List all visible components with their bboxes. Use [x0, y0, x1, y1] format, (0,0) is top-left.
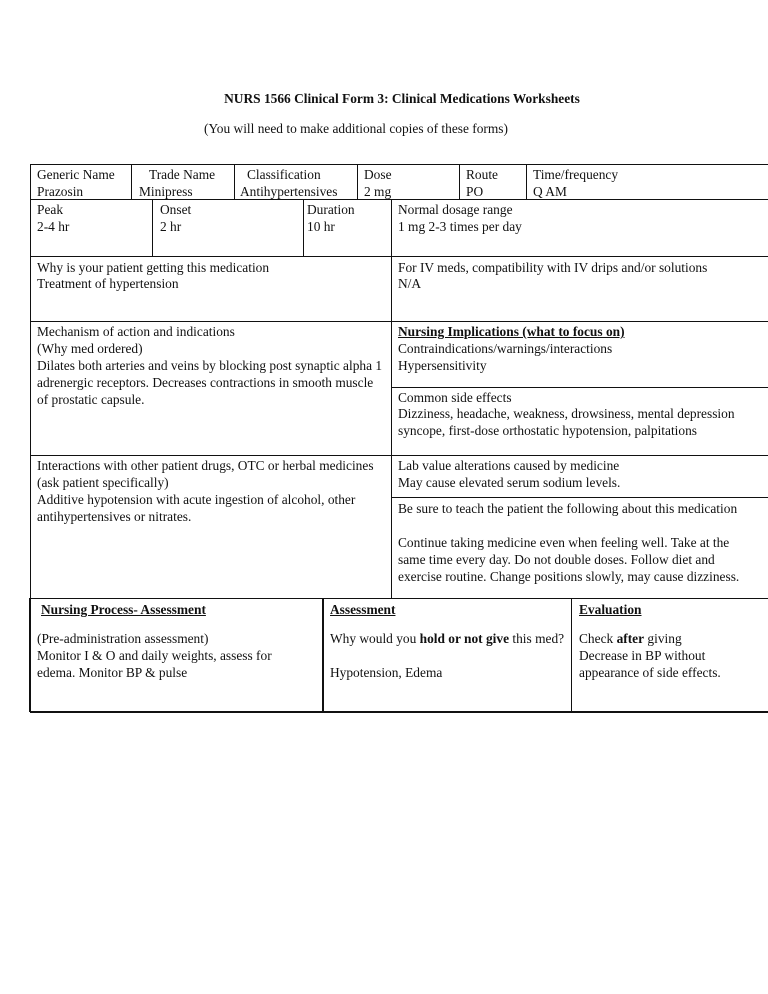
why-medication-value: Treatment of hypertension	[37, 276, 179, 291]
onset-value: 2 hr	[160, 219, 182, 234]
duration-value: 10 hr	[307, 219, 335, 234]
duration-label: Duration	[307, 202, 355, 217]
classification-value: Antihypertensives	[240, 184, 338, 199]
iv-compatibility-label: For IV meds, compatibility with IV drips and/or solutions	[398, 260, 708, 275]
generic-name-value: Prazosin	[37, 184, 84, 199]
time-frequency-label: Time/frequency	[533, 167, 619, 182]
page-title: NURS 1566 Clinical Form 3: Clinical Medications Worksheets	[224, 91, 580, 106]
interactions-text: Additive hypotension with acute ingestion of alcohol, other antihypertensives or nitrates.	[37, 492, 356, 524]
mechanism-label: Mechanism of action and indications	[37, 324, 235, 339]
teach-label: Be sure to teach the patient the following about this medication	[398, 501, 738, 516]
dose-label: Dose	[364, 167, 392, 182]
time-frequency-value: Q AM	[533, 184, 567, 199]
route-value: PO	[466, 184, 484, 199]
evaluation-text: Decrease in BP without appearance of side effects.	[579, 648, 721, 680]
peak-label: Peak	[37, 202, 64, 217]
assessment-question: Why would you hold or not give this med?	[330, 631, 565, 646]
route-label: Route	[466, 167, 498, 182]
onset-label: Onset	[160, 202, 192, 217]
nursing-implications-label: Nursing Implications (what to focus on)	[398, 324, 625, 339]
nursing-process-text: Monitor I & O and daily weights, assess for edema. Monitor BP & pulse	[37, 648, 272, 680]
mechanism-text: Dilates both arteries and veins by blocking post synaptic alpha 1 adrenergic receptors. Decreases contractions in smooth muscle of prostatic capsule.	[37, 358, 383, 407]
trade-name-value: Minipress	[139, 184, 193, 199]
contraindications-value: Hypersensitivity	[398, 358, 487, 373]
page-subtitle: (You will need to make additional copies of these forms)	[204, 121, 508, 136]
assessment-label: Assessment	[330, 602, 396, 617]
interactions-label: Interactions with other patient drugs, OTC or herbal medicines (ask patient specifically)	[37, 458, 374, 490]
side-effects-label: Common side effects	[398, 390, 512, 405]
mechanism-sublabel: (Why med ordered)	[37, 341, 143, 356]
assessment-answer: Hypotension, Edema	[330, 665, 443, 680]
peak-value: 2-4 hr	[37, 219, 70, 234]
side-effects-value: Dizziness, headache, weakness, drowsiness, mental depression syncope, first-dose orthostatic hypotension, palpitations	[398, 406, 735, 438]
evaluation-check: Check after giving	[579, 631, 682, 646]
trade-name-label: Trade Name	[149, 167, 216, 182]
teach-text: Continue taking medicine even when feeling well. Take at the same time every day. Do not double doses. Follow diet and exercise routine. Change positions slowly, may cause dizziness.	[398, 535, 740, 584]
contraindications-label: Contraindications/warnings/interactions	[398, 341, 613, 356]
nursing-process-label: Nursing Process- Assessment	[41, 602, 206, 617]
normal-dosage-value: 1 mg 2-3 times per day	[398, 219, 522, 234]
iv-compatibility-value: N/A	[398, 276, 422, 291]
dose-value: 2 mg	[364, 184, 392, 199]
classification-label: Classification	[247, 167, 321, 182]
nursing-process-sublabel: (Pre-administration assessment)	[37, 631, 209, 646]
evaluation-label: Evaluation	[579, 602, 642, 617]
lab-label: Lab value alterations caused by medicine	[398, 458, 620, 473]
why-medication-label: Why is your patient getting this medication	[37, 260, 270, 275]
normal-dosage-label: Normal dosage range	[398, 202, 513, 217]
lab-value: May cause elevated serum sodium levels.	[398, 475, 621, 490]
generic-name-label: Generic Name	[37, 167, 115, 182]
